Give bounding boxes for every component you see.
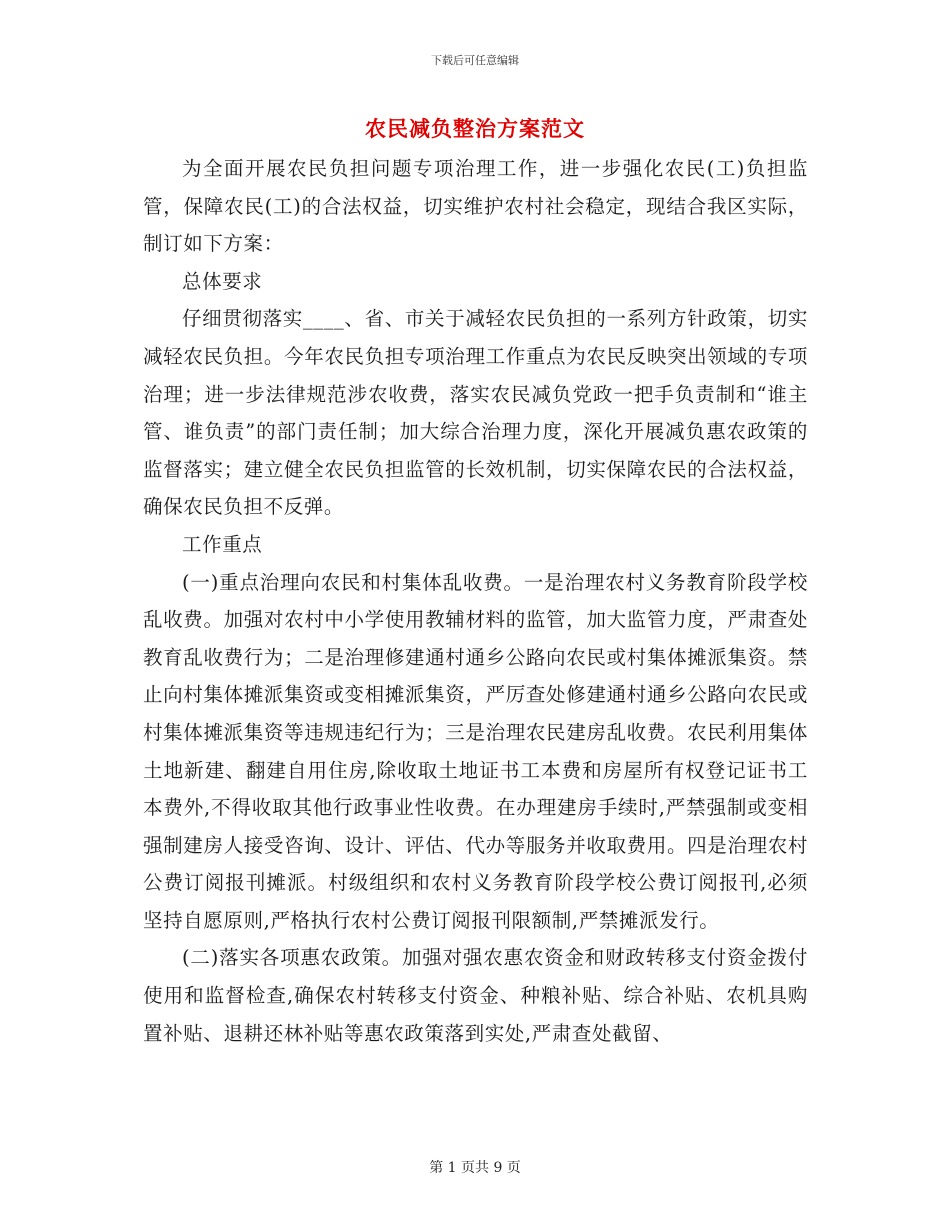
paragraph-item-two: (二)落实各项惠农政策。加强对强农惠农资金和财政转移支付资金拨付使用和监督检查,确保农村转移支付资金、种粮补贴、综合补贴、农机具购置补贴、退耕还林补贴等惠农政策落到实处,严肃查处截留、 — [143, 946, 808, 1045]
paragraph-item-one: (一)重点治理向农民和村集体乱收费。一是治理农村义务教育阶段学校乱收费。加强对农村中小学使用教辅材料的监管，加大监管力度，严肃查处教育乱收费行为；二是治理修建通村通乡公路向农民或村集体摊派集资。禁止向村集体摊派集资或变相摊派集资，严厉查处修建通村通乡公路向农民或村集体摊派集资等违规违纪行为；三是治理农民建房乱收费。农民利用集体土地新建、翻建自用住房,除收取土地证书工本费和房屋所有权登记证书工本费外,不得收取其他行政事业性收费。在办理建房手续时,严禁强制或变相强制建房人接受咨询、设计、评估、代办等服务并收取费用。四是治理农村公费订阅报刊摊派。村级组织和农村义务教育阶段学校公费订阅报刊,必须坚持自愿原则,严格执行农村公费订阅报刊限额制,严禁摊派发行。 — [143, 570, 808, 932]
page-number: 第 1 页共 9 页 — [429, 1160, 521, 1176]
document-body — [143, 150, 808, 1052]
section-heading-work-focus: 工作重点 — [182, 532, 263, 556]
paragraph-intro: 为全面开展农民负担问题专项治理工作，进一步强化农民(工)负担监管，保障农民(工)的合法权益，切实维护农村社会稳定，现结合我区实际，制订如下方案： — [143, 157, 808, 256]
section-heading-general-requirements: 总体要求 — [182, 269, 263, 293]
header-note: 下载后可任意编辑 — [431, 54, 519, 67]
paragraph-general-requirements: 仔细贯彻落实____、省、市关于减轻农民负担的一系列方针政策，切实减轻农民负担。今年农民负担专项治理工作重点为农民反映突出领域的专项治理；进一步法律规范涉农收费，落实农民减负党政一把手负责制和“谁主管、谁负责”的部门责任制；加大综合治理力度，深化开展减负惠农政策的监督落实；建立健全农民负担监管的长效机制，切实保障农民的合法权益，确保农民负担不反弹。 — [143, 307, 808, 519]
document-title: 农民减负整治方案范文 — [365, 116, 585, 141]
